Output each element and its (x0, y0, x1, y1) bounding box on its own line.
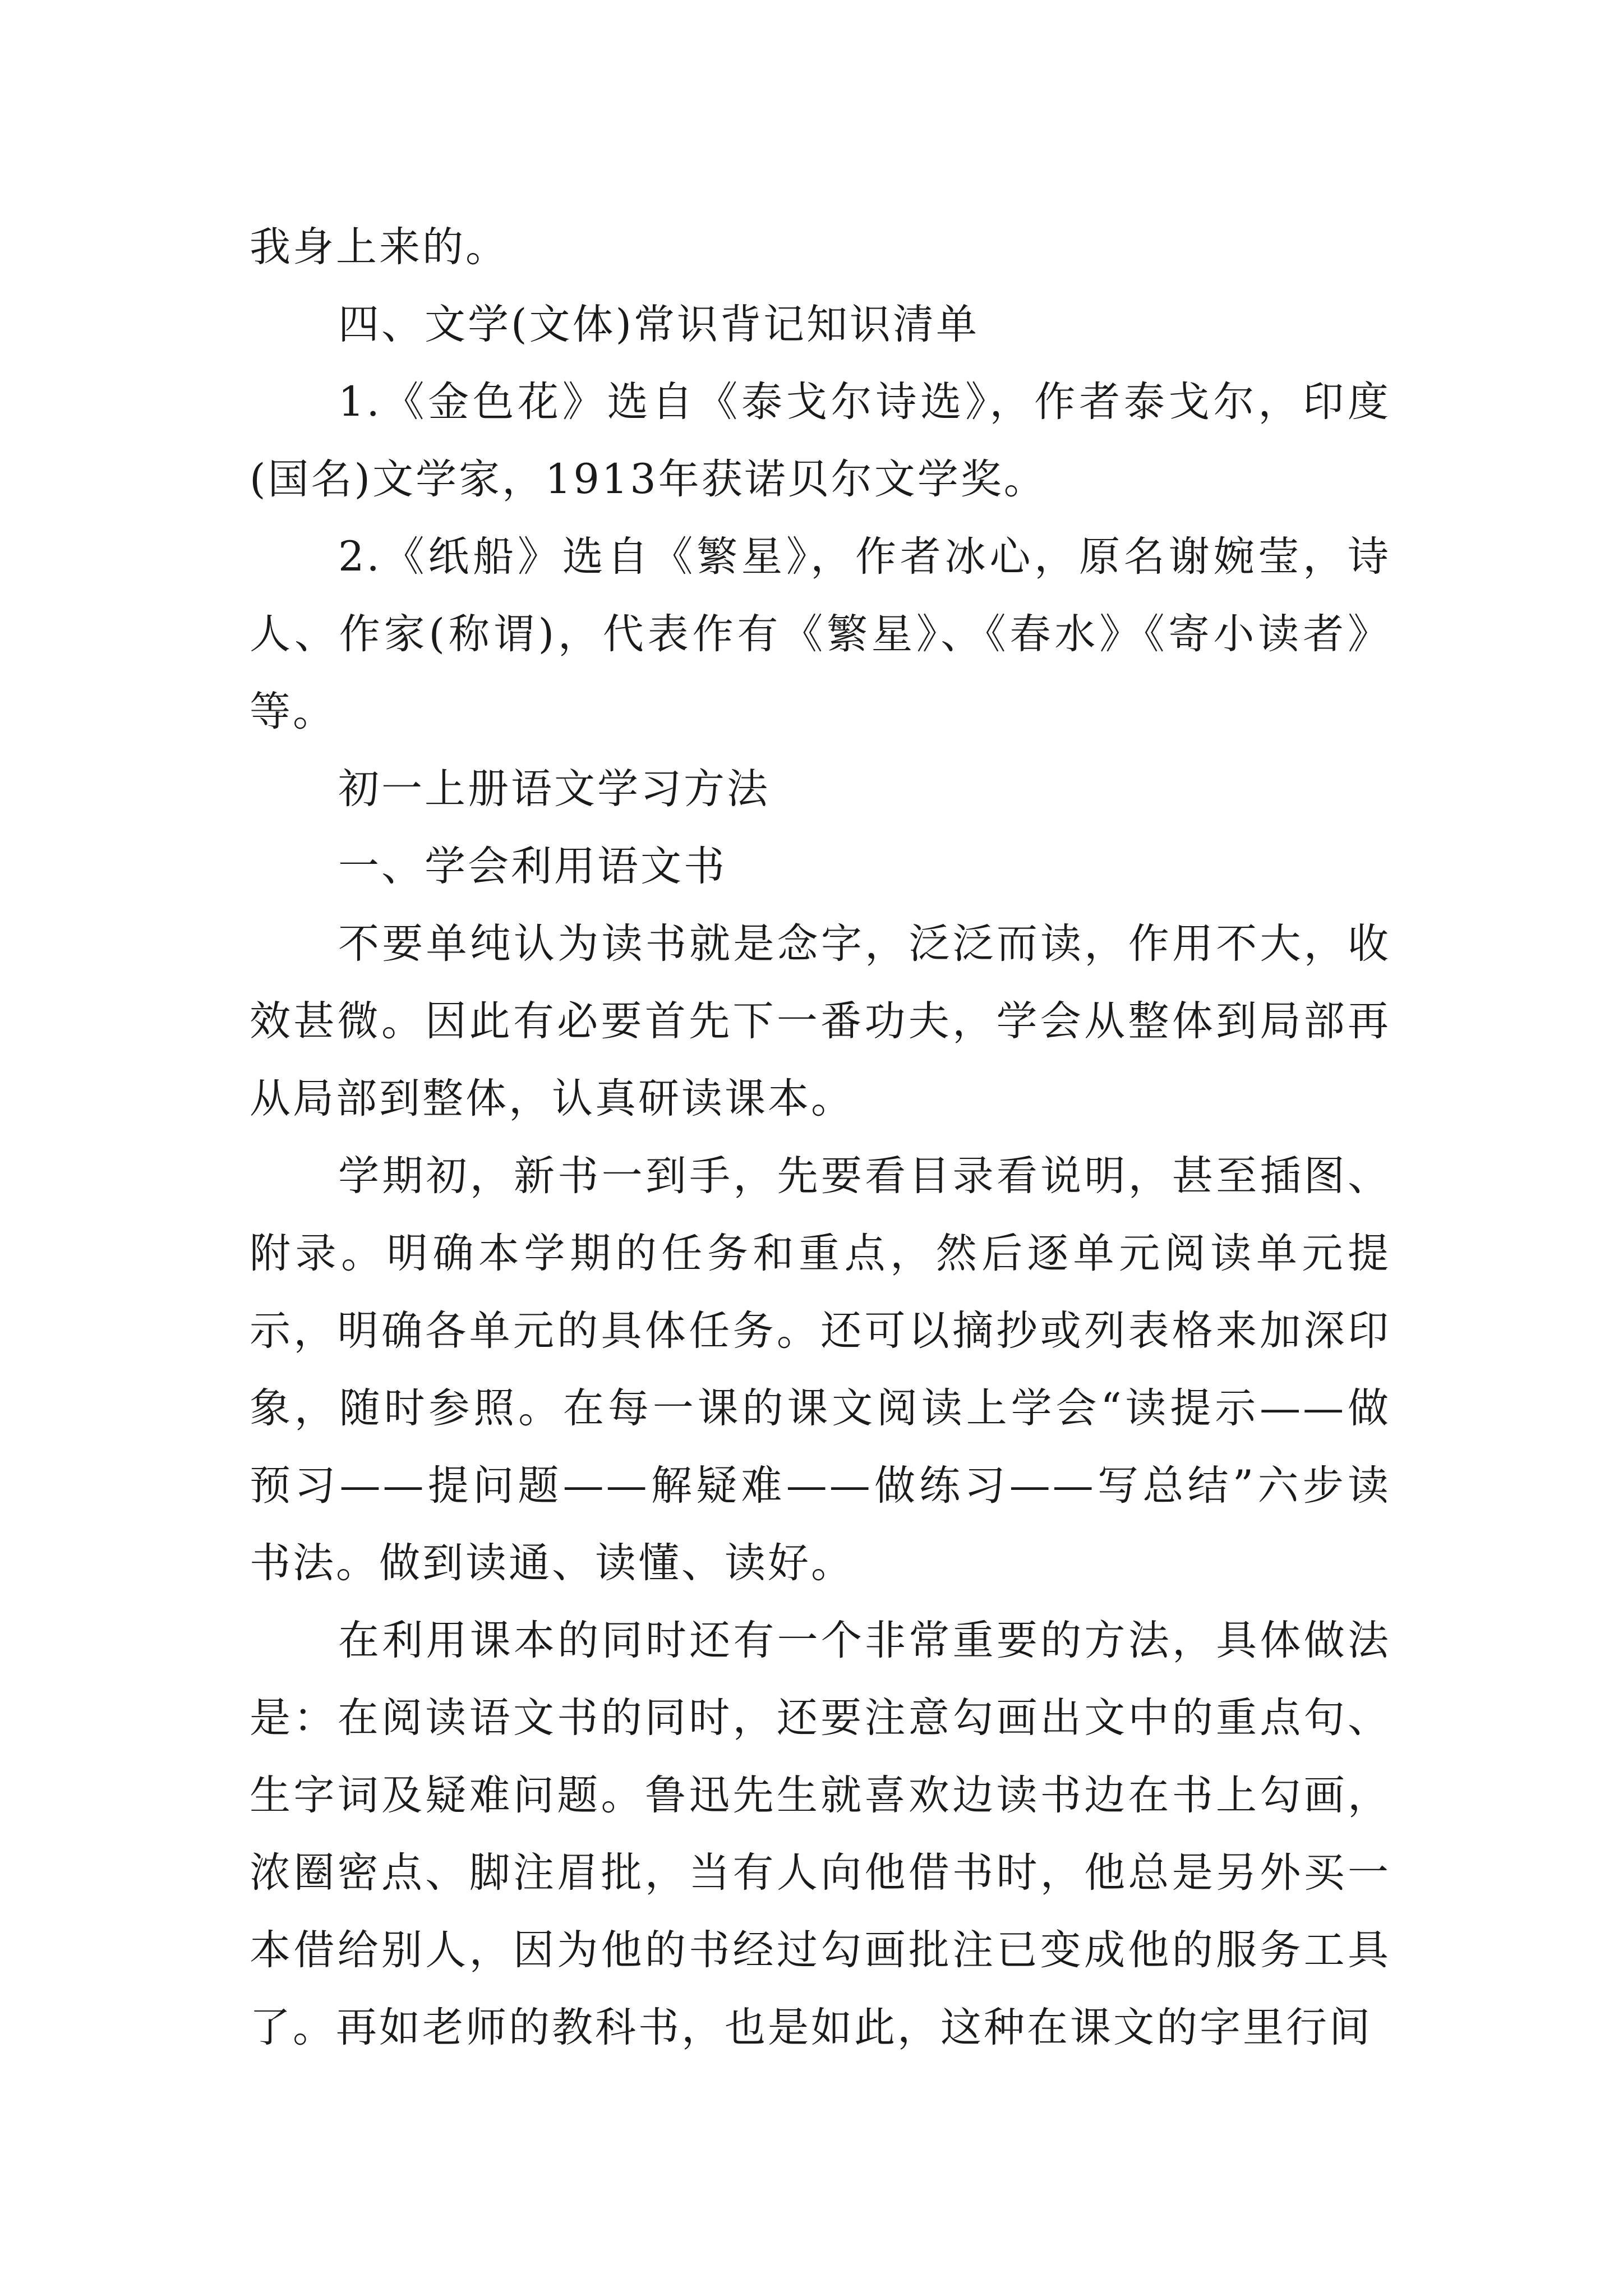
paragraph: 在利用课本的同时还有一个非常重要的方法，具体做法是：在阅读语文书的同时，还要注意勾画出文中的重点句、生字词及疑难问题。鲁迅先生就喜欢边读书边在书上勾画，浓圈密点、脚注眉批，当有人向他借书时，他总是另外买一本借给别人，因为他的书经过勾画批注已变成他的服务工具了。再如老师的教科书，也是如此，这种在课文的字里行间 (250, 1617, 1391, 2051)
paragraph: 不要单纯认为读书就是念字，泛泛而读，作用不大，收效甚微。因此有必要首先下一番功夫，学会从整体到局部再从局部到整体，认真研读课本。 (250, 920, 1391, 1122)
section-heading: 四、文学(文体)常识背记知识清单 (338, 301, 979, 348)
section-heading: 一、学会利用语文书 (338, 843, 727, 890)
body-text (250, 209, 1391, 2067)
paragraph: 学期初，新书一到手，先要看目录看说明，甚至插图、附录。明确本学期的任务和重点，然后逐单元阅读单元提示，明确各单元的具体任务。还可以摘抄或列表格来加深印象，随时参照。在每一课的课文阅读上学会“读提示——做预习——提问题——解疑难——做练习——写总结”六步读书法。做到读通、读懂、读好。 (250, 1152, 1391, 1587)
list-item: 1.《金色花》选自《泰戈尔诗选》，作者泰戈尔，印度(国名)文学家，1913年获诺贝尔文学奖。 (250, 378, 1391, 503)
paragraph: 我身上来的。 (250, 223, 509, 271)
list-item: 2.《纸船》选自《繁星》，作者冰心，原名谢婉莹，诗人、作家(称谓)，代表作有《繁星》、《春水》《寄小读者》等。 (250, 533, 1391, 735)
article-title: 初一上册语文学习方法 (338, 765, 770, 813)
